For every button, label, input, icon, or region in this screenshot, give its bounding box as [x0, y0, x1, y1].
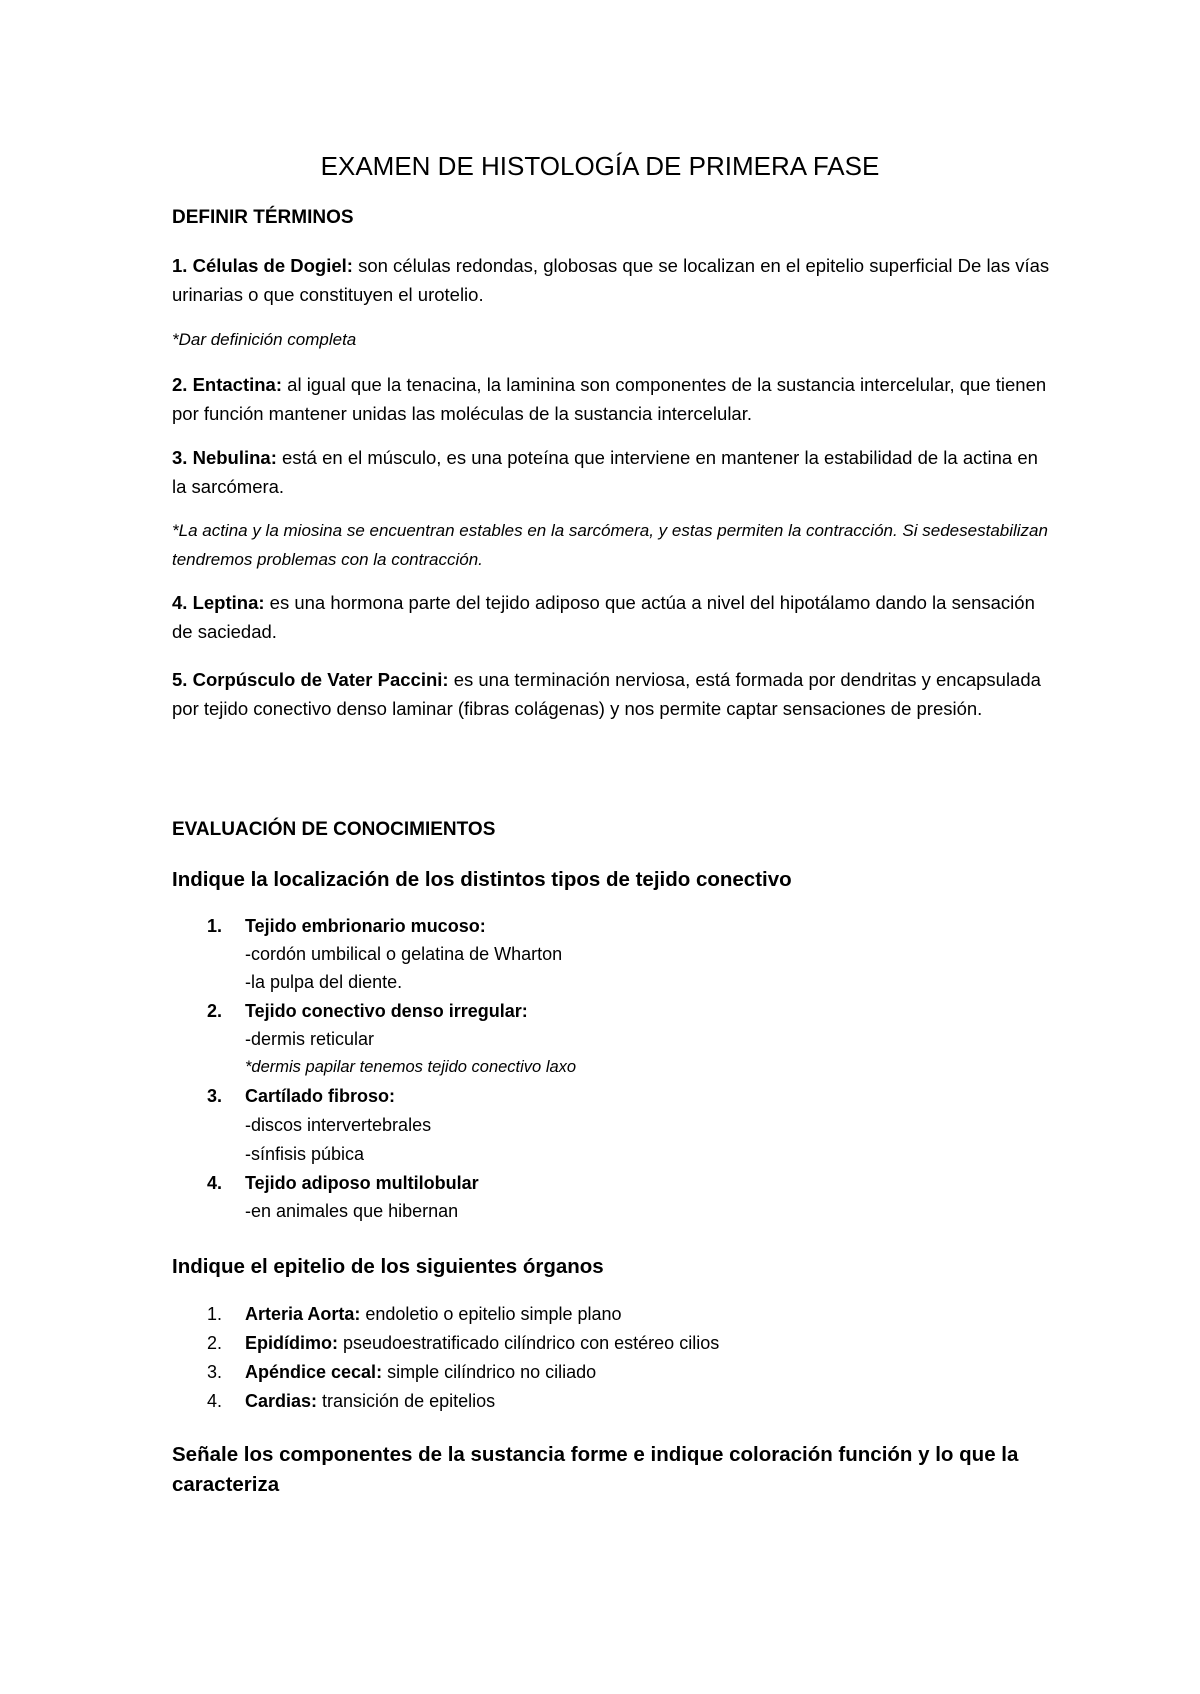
page-title: EXAMEN DE HISTOLOGÍA DE PRIMERA FASE [320, 151, 880, 181]
section-heading-evaluacion: EVALUACIÓN DE CONOCIMIENTOS [172, 819, 496, 840]
location-line: -dermis reticular [245, 1029, 375, 1049]
definition-term: Entactina: [192, 374, 283, 395]
list-number: 4. [207, 1391, 223, 1411]
definition-item: 3. Nebulina: está en el músculo, es una poteína que interviene en mantener la estabilidad de la actina en la sarcómera. [172, 447, 1038, 497]
tissue-label: Tejido embrionario mucoso: [245, 916, 486, 936]
tissue-label: Cartílado fibroso: [245, 1086, 396, 1106]
organ-name: Arteria Aorta: [245, 1304, 361, 1324]
tissue-label: Tejido conectivo denso irregular: [245, 1001, 528, 1021]
definition-item: 2. Entactina: al igual que la tenacina, la laminina son componentes de la sustancia intercelular, que tienen por función mantener unidas las moléculas de la sustancia intercelular. [172, 374, 1047, 424]
definition-text: al igual que la tenacina, la laminina son componentes de la sustancia intercelular, que tienen por función mantener unidas las moléculas de la sustancia intercelular. [172, 374, 1047, 424]
definition-item: 1. Células de Dogiel: son células redondas, globosas que se localizan en el epitelio superficial De las vías urinarias o que constituyen el urotelio. [172, 255, 1050, 305]
organ-epithelium: endoletio o epitelio simple plano [360, 1304, 622, 1324]
organ-epithelium: simple cilíndrico no ciliado [382, 1362, 597, 1382]
question-title: Señale los componentes de la sustancia forme e indique coloración función y lo que la caracteriza [172, 1443, 1019, 1496]
list-number: 2. [207, 1001, 223, 1021]
definition-text: está en el músculo, es una poteína que interviene en mantener la estabilidad de la actina en la sarcómera. [172, 447, 1038, 497]
organ-name: Apéndice cecal: [245, 1362, 383, 1382]
organ-epithelium: pseudoestratificado cilíndrico con estéreo cilios [338, 1333, 720, 1353]
section-heading-definir: DEFINIR TÉRMINOS [172, 207, 354, 228]
definition-text: es una hormona parte del tejido adiposo que actúa a nivel del hipotálamo dando la sensación de saciedad. [172, 592, 1035, 642]
definition-term: Nebulina: [192, 447, 277, 468]
definition-item: 4. Leptina: es una hormona parte del tejido adiposo que actúa a nivel del hipotálamo dando la sensación de saciedad. [172, 592, 1035, 642]
note-definicion: *Dar definición completa [172, 330, 357, 349]
location-line: -discos intervertebrales [245, 1115, 432, 1135]
question-title: Indique la localización de los distintos tipos de tejido conectivo [172, 868, 792, 891]
definition-text: es una terminación nerviosa, está formada por dendritas y encapsulada por tejido conectivo denso laminar (fibras colágenas) y nos permite captar sensaciones de presión. [172, 669, 1041, 719]
location-line: -la pulpa del diente. [245, 972, 403, 992]
list-number: 3. [207, 1086, 223, 1106]
list-number: 2. [207, 1333, 223, 1353]
definition-term: Corpúsculo de Vater Paccini: [192, 669, 449, 690]
location-line: -en animales que hibernan [245, 1201, 459, 1221]
organ-name: Epidídimo: [245, 1333, 338, 1353]
organ-name: Cardias: [245, 1391, 318, 1411]
organ-item [245, 1329, 719, 1357]
list-number: 4. [207, 1173, 223, 1193]
note-actina: *La actina y la miosina se encuentran estables en la sarcómera, y estas permiten la contracción. Si sedesestabilizan tendremos problemas con la contracción. [172, 521, 1048, 569]
organ-item [245, 1387, 495, 1415]
organ-epithelium: transición de epitelios [317, 1391, 496, 1411]
organ-item [245, 1300, 622, 1328]
definition-term: Células de Dogiel: [192, 255, 353, 276]
location-line: -sínfisis púbica [245, 1144, 365, 1164]
definition-term: Leptina: [192, 592, 265, 613]
definition-item: 5. Corpúsculo de Vater Paccini: es una terminación nerviosa, está formada por dendritas y encapsulada por tejido conectivo denso laminar (fibras colágenas) y nos permite captar sensaciones de presión. [172, 669, 1041, 719]
definition-text: son células redondas, globosas que se localizan en el epitelio superficial De las vías urinarias o que constituyen el urotelio. [172, 255, 1050, 305]
organ-item [245, 1358, 596, 1386]
list-number: 3. [207, 1362, 223, 1382]
location-note: *dermis papilar tenemos tejido conectivo laxo [245, 1058, 577, 1076]
list-number: 1. [207, 916, 223, 936]
location-line: -cordón umbilical o gelatina de Wharton [245, 944, 563, 964]
question-title: Indique el epitelio de los siguientes órganos [172, 1255, 604, 1278]
list-number: 1. [207, 1304, 223, 1324]
tissue-label: Tejido adiposo multilobular [245, 1173, 479, 1193]
